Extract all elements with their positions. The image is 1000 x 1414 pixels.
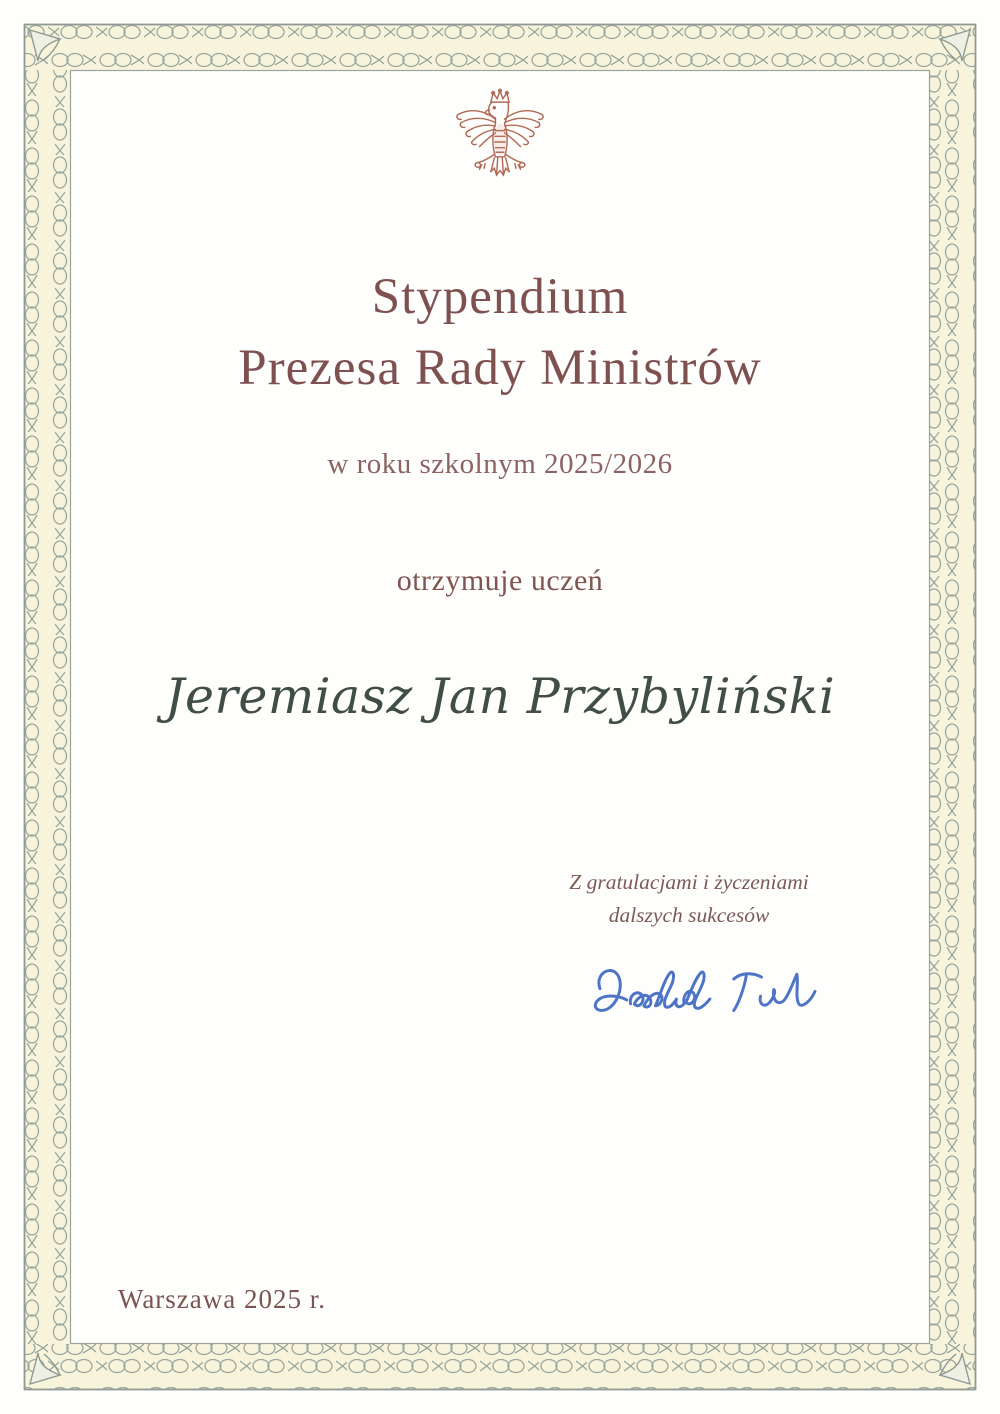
recipient-name: Jeremiasz Jan Przybyliński <box>164 668 836 725</box>
place-date-line: Warszawa 2025 r. <box>118 1284 327 1314</box>
congrats-line-1: Z gratulacjami i życzeniami <box>569 870 809 894</box>
title-line-2: Prezesa Rady Ministrów <box>238 340 762 396</box>
title-line-1: Stypendium <box>371 269 629 325</box>
recipient-intro-line: otrzymuje uczeń <box>396 564 604 597</box>
signature-ink-icon <box>578 958 836 1044</box>
polish-eagle-emblem-icon <box>443 86 557 198</box>
signature <box>578 958 836 1044</box>
school-year-line: w roku szkolnym 2025/2026 <box>327 448 673 480</box>
congratulations-block <box>505 866 873 932</box>
certificate-title <box>0 262 1000 404</box>
congrats-line-2: dalszych sukcesów <box>608 903 770 927</box>
